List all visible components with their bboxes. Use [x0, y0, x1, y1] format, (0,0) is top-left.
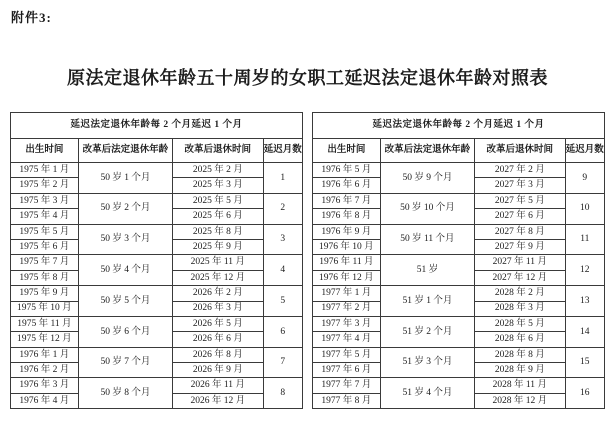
retirement-date-cell: 2025 年 6 月 — [173, 209, 264, 224]
retirement-date-cell: 2028 年 9 月 — [475, 363, 566, 378]
column-header: 改革后退休时间 — [475, 139, 566, 163]
table-span-header: 延迟法定退休年龄每 2 个月延迟 1 个月 — [313, 113, 605, 139]
table-span-header: 延迟法定退休年龄每 2 个月延迟 1 个月 — [11, 113, 303, 139]
delay-months-cell: 12 — [565, 255, 604, 286]
table-row — [11, 255, 303, 270]
delay-months-cell: 10 — [565, 193, 604, 224]
table-row — [11, 286, 303, 301]
retirement-date-cell: 2025 年 5 月 — [173, 193, 264, 208]
retirement-date-cell: 2025 年 3 月 — [173, 178, 264, 193]
retirement-date-cell: 2025 年 9 月 — [173, 239, 264, 254]
retirement-age-cell: 51 岁 3 个月 — [380, 347, 474, 378]
delay-months-cell: 5 — [263, 286, 302, 317]
retirement-age-cell: 50 岁 6 个月 — [78, 316, 172, 347]
birth-date-cell: 1975 年 12 月 — [11, 332, 79, 347]
birth-date-cell: 1976 年 12 月 — [313, 270, 381, 285]
retirement-date-cell: 2028 年 2 月 — [475, 286, 566, 301]
delay-months-cell: 16 — [565, 378, 604, 409]
table-body — [11, 163, 303, 409]
table-row — [313, 316, 605, 331]
birth-date-cell: 1977 年 4 月 — [313, 332, 381, 347]
retirement-date-cell: 2025 年 2 月 — [173, 163, 264, 178]
birth-date-cell: 1975 年 2 月 — [11, 178, 79, 193]
column-header: 出生时间 — [313, 139, 381, 163]
table-row — [11, 224, 303, 239]
retirement-age-cell: 50 岁 9 个月 — [380, 163, 474, 194]
retirement-date-cell: 2028 年 11 月 — [475, 378, 566, 393]
table-span-header-row — [11, 113, 303, 139]
delay-months-cell: 1 — [263, 163, 302, 194]
table-row — [313, 347, 605, 362]
retirement-table-right — [312, 112, 605, 409]
birth-date-cell: 1976 年 9 月 — [313, 224, 381, 239]
retirement-date-cell: 2026 年 3 月 — [173, 301, 264, 316]
birth-date-cell: 1976 年 5 月 — [313, 163, 381, 178]
retirement-date-cell: 2027 年 11 月 — [475, 255, 566, 270]
retirement-date-cell: 2026 年 8 月 — [173, 347, 264, 362]
retirement-date-cell: 2027 年 6 月 — [475, 209, 566, 224]
retirement-age-cell: 50 岁 7 个月 — [78, 347, 172, 378]
retirement-date-cell: 2028 年 5 月 — [475, 316, 566, 331]
retirement-age-cell: 50 岁 4 个月 — [78, 255, 172, 286]
table-row — [313, 378, 605, 393]
retirement-age-cell: 51 岁 — [380, 255, 474, 286]
retirement-age-cell: 51 岁 1 个月 — [380, 286, 474, 317]
column-header: 延迟月数 — [263, 139, 302, 163]
birth-date-cell: 1975 年 1 月 — [11, 163, 79, 178]
retirement-date-cell: 2027 年 8 月 — [475, 224, 566, 239]
table-row — [313, 193, 605, 208]
retirement-age-cell: 50 岁 10 个月 — [380, 193, 474, 224]
retirement-age-cell: 50 岁 2 个月 — [78, 193, 172, 224]
retirement-date-cell: 2027 年 12 月 — [475, 270, 566, 285]
birth-date-cell: 1977 年 3 月 — [313, 316, 381, 331]
birth-date-cell: 1976 年 4 月 — [11, 393, 79, 408]
retirement-date-cell: 2028 年 6 月 — [475, 332, 566, 347]
retirement-date-cell: 2028 年 8 月 — [475, 347, 566, 362]
delay-months-cell: 14 — [565, 316, 604, 347]
birth-date-cell: 1976 年 6 月 — [313, 178, 381, 193]
retirement-date-cell: 2025 年 12 月 — [173, 270, 264, 285]
retirement-date-cell: 2028 年 3 月 — [475, 301, 566, 316]
table-row — [11, 193, 303, 208]
table-row — [11, 163, 303, 178]
retirement-date-cell: 2027 年 9 月 — [475, 239, 566, 254]
birth-date-cell: 1977 年 6 月 — [313, 363, 381, 378]
retirement-age-cell: 51 岁 2 个月 — [380, 316, 474, 347]
retirement-date-cell: 2028 年 12 月 — [475, 393, 566, 408]
retirement-date-cell: 2025 年 8 月 — [173, 224, 264, 239]
column-header: 出生时间 — [11, 139, 79, 163]
birth-date-cell: 1976 年 2 月 — [11, 363, 79, 378]
retirement-table-left — [10, 112, 303, 409]
birth-date-cell: 1975 年 10 月 — [11, 301, 79, 316]
delay-months-cell: 8 — [263, 378, 302, 409]
table-row — [11, 378, 303, 393]
table-row — [11, 347, 303, 362]
table-body — [313, 163, 605, 409]
page-title: 原法定退休年龄五十周岁的女职工延迟法定退休年龄对照表 — [67, 68, 548, 88]
table-row — [313, 255, 605, 270]
retirement-date-cell: 2026 年 12 月 — [173, 393, 264, 408]
birth-date-cell: 1975 年 4 月 — [11, 209, 79, 224]
birth-date-cell: 1975 年 7 月 — [11, 255, 79, 270]
retirement-date-cell: 2025 年 11 月 — [173, 255, 264, 270]
delay-months-cell: 6 — [263, 316, 302, 347]
delay-months-cell: 11 — [565, 224, 604, 255]
birth-date-cell: 1976 年 7 月 — [313, 193, 381, 208]
birth-date-cell: 1976 年 11 月 — [313, 255, 381, 270]
delay-months-cell: 13 — [565, 286, 604, 317]
retirement-age-cell: 50 岁 11 个月 — [380, 224, 474, 255]
delay-months-cell: 4 — [263, 255, 302, 286]
retirement-date-cell: 2026 年 11 月 — [173, 378, 264, 393]
table-span-header-row — [313, 113, 605, 139]
birth-date-cell: 1975 年 8 月 — [11, 270, 79, 285]
retirement-age-cell: 50 岁 8 个月 — [78, 378, 172, 409]
retirement-date-cell: 2026 年 5 月 — [173, 316, 264, 331]
column-header-row — [11, 139, 303, 163]
column-header: 改革后法定退休年龄 — [380, 139, 474, 163]
retirement-age-cell: 50 岁 5 个月 — [78, 286, 172, 317]
retirement-date-cell: 2026 年 2 月 — [173, 286, 264, 301]
table-row — [11, 316, 303, 331]
retirement-date-cell: 2027 年 2 月 — [475, 163, 566, 178]
birth-date-cell: 1976 年 10 月 — [313, 239, 381, 254]
birth-date-cell: 1977 年 8 月 — [313, 393, 381, 408]
birth-date-cell: 1976 年 1 月 — [11, 347, 79, 362]
retirement-date-cell: 2027 年 5 月 — [475, 193, 566, 208]
birth-date-cell: 1975 年 3 月 — [11, 193, 79, 208]
birth-date-cell: 1977 年 1 月 — [313, 286, 381, 301]
birth-date-cell: 1977 年 5 月 — [313, 347, 381, 362]
column-header: 改革后法定退休年龄 — [78, 139, 172, 163]
retirement-date-cell: 2026 年 6 月 — [173, 332, 264, 347]
retirement-date-cell: 2027 年 3 月 — [475, 178, 566, 193]
birth-date-cell: 1975 年 6 月 — [11, 239, 79, 254]
birth-date-cell: 1977 年 7 月 — [313, 378, 381, 393]
retirement-age-cell: 50 岁 3 个月 — [78, 224, 172, 255]
column-header: 延迟月数 — [565, 139, 604, 163]
column-header: 改革后退休时间 — [173, 139, 264, 163]
birth-date-cell: 1977 年 2 月 — [313, 301, 381, 316]
delay-months-cell: 15 — [565, 347, 604, 378]
delay-months-cell: 9 — [565, 163, 604, 194]
attachment-label: 附件3: — [11, 10, 52, 25]
retirement-date-cell: 2026 年 9 月 — [173, 363, 264, 378]
retirement-age-cell: 51 岁 4 个月 — [380, 378, 474, 409]
delay-months-cell: 2 — [263, 193, 302, 224]
birth-date-cell: 1976 年 3 月 — [11, 378, 79, 393]
birth-date-cell: 1975 年 5 月 — [11, 224, 79, 239]
birth-date-cell: 1976 年 8 月 — [313, 209, 381, 224]
birth-date-cell: 1975 年 11 月 — [11, 316, 79, 331]
table-row — [313, 286, 605, 301]
tables-container — [10, 112, 605, 409]
column-header-row — [313, 139, 605, 163]
table-row — [313, 224, 605, 239]
delay-months-cell: 3 — [263, 224, 302, 255]
birth-date-cell: 1975 年 9 月 — [11, 286, 79, 301]
table-row — [313, 163, 605, 178]
delay-months-cell: 7 — [263, 347, 302, 378]
retirement-age-cell: 50 岁 1 个月 — [78, 163, 172, 194]
